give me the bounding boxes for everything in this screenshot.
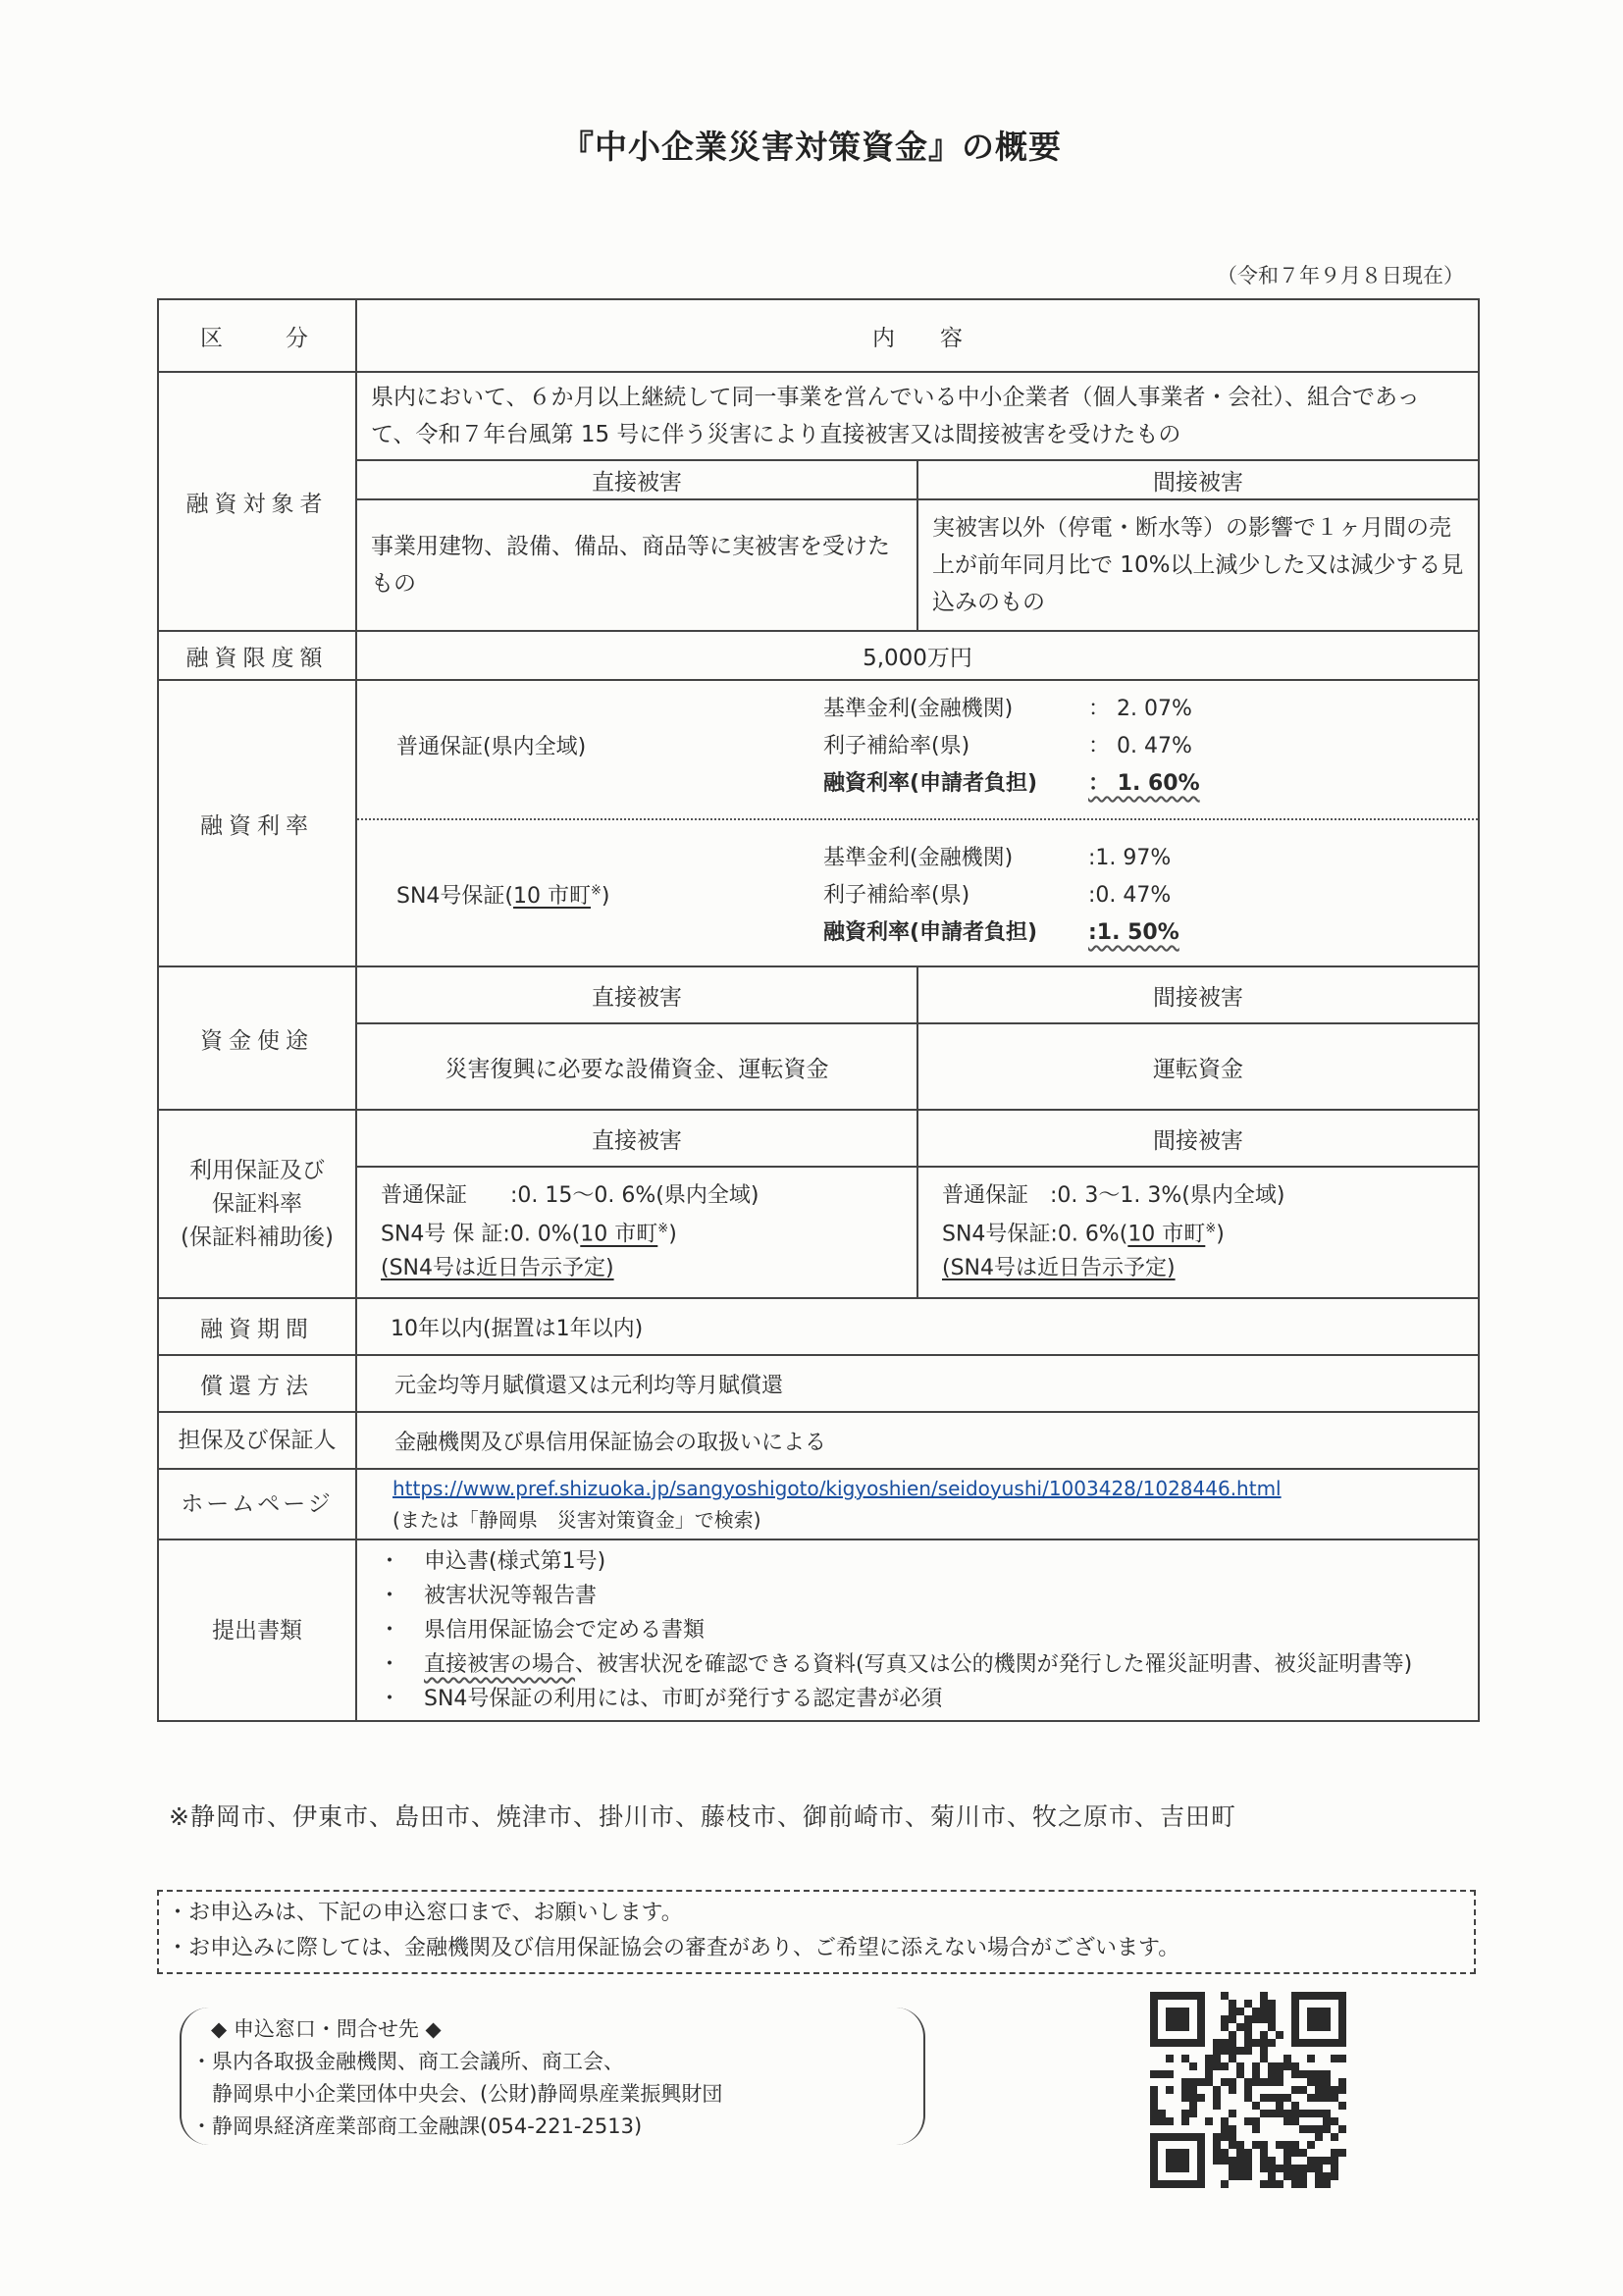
- header-category: 区 分: [158, 299, 356, 372]
- row-guarantee: [158, 1110, 1479, 1298]
- page-title: 『中小企業災害対策資金』の概要: [561, 128, 1062, 166]
- label-repay: 償還方法: [158, 1355, 356, 1412]
- contact-line: ・県内各取扱金融機関、商工会議所、商工会、: [191, 2050, 624, 2073]
- use-direct-text: 災害復興に必要な設備資金、運転資金: [357, 1023, 917, 1109]
- sn4-base-rate-value: :1. 97%: [1088, 846, 1172, 870]
- use-indirect-header: 間接被害: [917, 966, 1478, 1023]
- contact-box: [180, 2008, 925, 2145]
- document-item: ・ 被害状況等報告書: [379, 1579, 1478, 1613]
- eligible-indirect-text: 実被害以外（停電・断水等）の影響で１ヶ月間の売上が前年同月比で 10%以上減少した又は減少する見込みのもの: [917, 499, 1478, 630]
- label-limit: 融資限度額: [158, 631, 356, 680]
- application-notice: [157, 1890, 1476, 1974]
- homepage-link[interactable]: https://www.pref.shizuoka.jp/sangyoshigoto/kigyoshien/seidoyushi/1003428/1028446.html: [393, 1477, 1282, 1500]
- documents-list: [357, 1540, 1478, 1720]
- label-collateral: 担保及び保証人: [158, 1412, 356, 1469]
- row-rate: [158, 680, 1479, 966]
- row-collateral: [158, 1412, 1479, 1469]
- label-eligible: 融資対象者: [158, 372, 356, 631]
- term-value: 10年以内(据置は1年以内): [356, 1298, 1479, 1355]
- guarantee-indirect-header: 間接被害: [917, 1110, 1478, 1167]
- eligible-indirect-header: 間接被害: [917, 460, 1478, 499]
- contact-line: ・静岡県経済産業部商工金融課(054-221-2513): [191, 2114, 643, 2138]
- row-repay: [158, 1355, 1479, 1412]
- guarantee-direct-header: 直接被害: [357, 1110, 917, 1167]
- header-content: 内 容: [356, 299, 1479, 372]
- document-item: ・ SN4号保証の利用には、市町が発行する認定書が必須: [379, 1682, 1478, 1716]
- label-use: 資金使途: [158, 966, 356, 1110]
- collateral-value: 金融機関及び県信用保証協会の取扱いによる: [356, 1412, 1479, 1469]
- sn4-base-rate-label: 基準金利(金融機関): [823, 846, 1014, 870]
- sn4-subsidy-rate-value: :0. 47%: [1088, 883, 1172, 908]
- eligible-direct-header: 直接被害: [357, 460, 917, 499]
- document-item: ・ 直接被害の場合、被害状況を確認できる資料(写真又は公的機関が発行した罹災証明書、被災証明書等): [379, 1647, 1478, 1682]
- repay-value: 元金均等月賦償還又は元利均等月賦償還: [356, 1355, 1479, 1412]
- sn4-loan-rate-label: 融資利率(申請者負担): [823, 920, 1038, 945]
- table-header-row: [158, 299, 1479, 372]
- document-item: ・ 県信用保証協会で定める書類: [379, 1613, 1478, 1647]
- label-rate: 融資利率: [158, 680, 356, 966]
- base-rate-label: 基準金利(金融機関): [823, 697, 1014, 721]
- homepage-search-note: (または「静岡県 災害対策資金」で検索): [393, 1508, 761, 1532]
- label-documents: 提出書類: [158, 1539, 356, 1721]
- label-homepage: ホームページ: [158, 1469, 356, 1539]
- document-item: ・ 申込書(様式第1号): [379, 1544, 1478, 1579]
- row-use: [158, 966, 1479, 1110]
- row-limit: [158, 631, 1479, 680]
- eligible-description: 県内において、６か月以上継続して同一事業を営んでいる中小企業者（個人事業者・会社）、組合であって、令和７年台風第 15 号に伴う災害により直接被害又は間接被害を受けたもの: [371, 385, 1420, 447]
- base-rate-value: ： 2. 07%: [1088, 697, 1192, 721]
- qr-code-icon[interactable]: [1150, 1992, 1346, 2188]
- contact-line: 静岡県中小企業団体中央会、(公財)静岡県産業振興財団: [191, 2082, 723, 2106]
- notice-line: ・お申込みは、下記の申込窓口まで、お願いします。: [167, 1901, 683, 1925]
- subsidy-rate-label: 利子補給率(県): [823, 734, 970, 758]
- as-of-date: （令和７年９月８日現在）: [1217, 264, 1464, 287]
- row-homepage: [158, 1469, 1479, 1539]
- row-eligible: [158, 372, 1479, 631]
- rate-sn4-name: SN4号保証(10 市町※): [396, 883, 610, 909]
- limit-value: 5,000万円: [356, 631, 1479, 680]
- eligible-direct-text: 事業用建物、設備、備品、商品等に実被害を受けたもの: [357, 499, 917, 630]
- municipalities-footnote: ※静岡市、伊東市、島田市、焼津市、掛川市、藤枝市、御前崎市、菊川市、牧之原市、吉田町: [169, 1802, 1236, 1831]
- label-guarantee: 利用保証及び 保証料率 (保証料補助後): [158, 1110, 356, 1298]
- contact-title: ◆ 申込窓口・問合せ先 ◆: [211, 2017, 442, 2041]
- overview-table: [157, 298, 1480, 1722]
- use-direct-header: 直接被害: [357, 966, 917, 1023]
- guarantee-indirect: 普通保証 :0. 3～1. 3%(県内全域) SN4号保証:0. 6%(10 市町※) (SN4号は近日告示予定): [917, 1167, 1478, 1297]
- use-indirect-text: 運転資金: [917, 1023, 1478, 1109]
- loan-rate-label: 融資利率(申請者負担): [823, 771, 1038, 796]
- notice-line: ・お申込みに際しては、金融機関及び信用保証協会の審査があり、ご希望に添えない場合がございます。: [167, 1936, 1180, 1960]
- rate-normal: [357, 681, 1478, 818]
- row-term: [158, 1298, 1479, 1355]
- rate-sn4: [357, 820, 1478, 965]
- label-term: 融資期間: [158, 1298, 356, 1355]
- subsidy-rate-value: ： 0. 47%: [1088, 734, 1192, 758]
- guarantee-direct: 普通保証 :0. 15～0. 6%(県内全域) SN4号 保 証:0. 0%(10 市町※) (SN4号は近日告示予定): [357, 1167, 917, 1297]
- row-documents: [158, 1539, 1479, 1721]
- loan-rate-value: ： 1. 60%: [1088, 771, 1200, 796]
- rate-normal-name: 普通保証(県内全域): [396, 735, 587, 759]
- sn4-loan-rate-value: :1. 50%: [1088, 920, 1179, 945]
- sn4-subsidy-rate-label: 利子補給率(県): [823, 883, 970, 908]
